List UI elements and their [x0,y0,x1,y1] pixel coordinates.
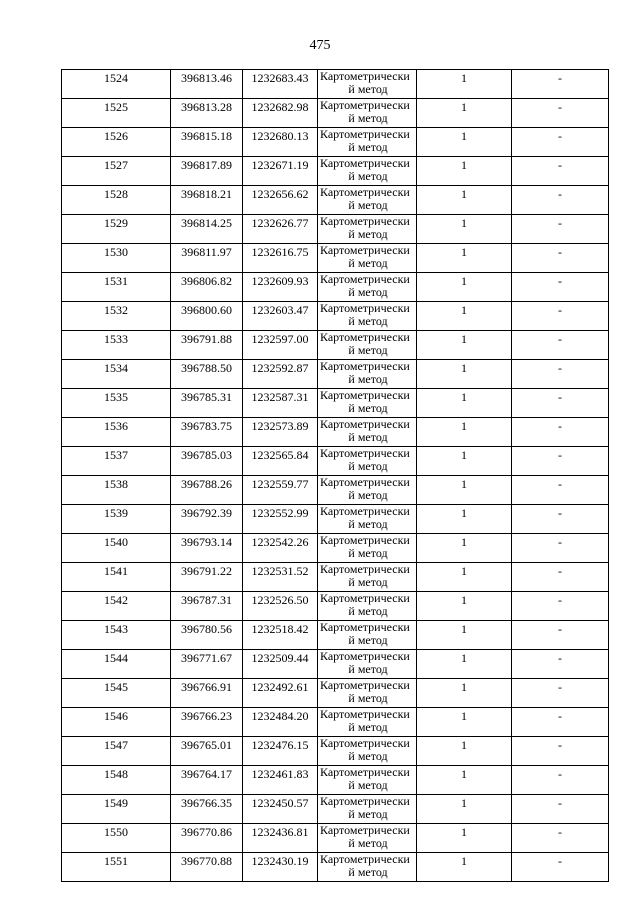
method-line-2: й метод [348,459,388,473]
method-line-2: й метод [348,256,388,270]
method-line-2: й метод [348,575,388,589]
x-coordinate-cell: 396788.26 [171,476,243,505]
accuracy-cell: 1 [417,795,512,824]
y-coordinate-cell: 1232492.61 [243,679,318,708]
x-coordinate-cell: 396766.35 [171,795,243,824]
point-number-cell: 1525 [62,99,171,128]
x-coordinate-cell: 396791.22 [171,563,243,592]
point-number-cell: 1530 [62,244,171,273]
x-coordinate-cell: 396793.14 [171,534,243,563]
y-coordinate-cell: 1232603.47 [243,302,318,331]
note-cell: - [512,244,609,273]
table-row [62,360,609,389]
x-coordinate-cell: 396780.56 [171,621,243,650]
y-coordinate-cell: 1232430.19 [243,853,318,882]
x-coordinate-cell: 396811.97 [171,244,243,273]
method-line-2: й метод [348,720,388,734]
x-coordinate-cell: 396764.17 [171,766,243,795]
note-cell: - [512,679,609,708]
accuracy-cell: 1 [417,418,512,447]
x-coordinate-cell: 396800.60 [171,302,243,331]
note-cell: - [512,621,609,650]
note-cell: - [512,128,609,157]
x-coordinate-cell: 396785.31 [171,389,243,418]
method-line-2: й метод [348,778,388,792]
method-line-1: Картометрически [320,475,410,489]
table-row [62,679,609,708]
method-line-2: й метод [348,111,388,125]
y-coordinate-cell: 1232682.98 [243,99,318,128]
table-row [62,534,609,563]
method-line-1: Картометрически [320,533,410,547]
method-line-1: Картометрически [320,272,410,286]
y-coordinate-cell: 1232559.77 [243,476,318,505]
accuracy-cell: 1 [417,853,512,882]
method-line-2: й метод [348,517,388,531]
note-cell: - [512,273,609,302]
method-line-2: й метод [348,488,388,502]
method-line-1: Картометрически [320,69,410,83]
method-line-1: Картометрически [320,707,410,721]
accuracy-cell: 1 [417,737,512,766]
x-coordinate-cell: 396788.50 [171,360,243,389]
method-line-2: й метод [348,430,388,444]
method-cell [318,708,417,737]
accuracy-cell: 1 [417,244,512,273]
accuracy-cell: 1 [417,505,512,534]
method-cell [318,273,417,302]
accuracy-cell: 1 [417,273,512,302]
method-cell [318,853,417,882]
method-cell [318,592,417,621]
method-line-1: Картометрически [320,823,410,837]
table-row [62,476,609,505]
method-cell [318,244,417,273]
method-line-2: й метод [348,401,388,415]
method-line-1: Картометрически [320,620,410,634]
method-line-2: й метод [348,604,388,618]
accuracy-cell: 1 [417,679,512,708]
accuracy-cell: 1 [417,621,512,650]
y-coordinate-cell: 1232526.50 [243,592,318,621]
y-coordinate-cell: 1232476.15 [243,737,318,766]
method-cell [318,447,417,476]
method-line-2: й метод [348,865,388,879]
method-line-1: Картометрически [320,330,410,344]
x-coordinate-cell: 396771.67 [171,650,243,679]
note-cell: - [512,70,609,99]
table-row [62,737,609,766]
method-line-2: й метод [348,140,388,154]
accuracy-cell: 1 [417,563,512,592]
table-row [62,157,609,186]
point-number-cell: 1542 [62,592,171,621]
method-line-2: й метод [348,372,388,386]
point-number-cell: 1533 [62,331,171,360]
point-number-cell: 1551 [62,853,171,882]
method-cell [318,331,417,360]
method-line-2: й метод [348,198,388,212]
note-cell: - [512,476,609,505]
x-coordinate-cell: 396818.21 [171,186,243,215]
x-coordinate-cell: 396770.86 [171,824,243,853]
point-number-cell: 1548 [62,766,171,795]
table-row [62,302,609,331]
method-line-1: Картометрически [320,765,410,779]
table-row [62,505,609,534]
y-coordinate-cell: 1232461.83 [243,766,318,795]
method-cell [318,389,417,418]
note-cell: - [512,708,609,737]
method-cell [318,563,417,592]
note-cell: - [512,331,609,360]
point-number-cell: 1546 [62,708,171,737]
page-number: 475 [309,38,331,53]
method-line-1: Картометрически [320,185,410,199]
method-cell [318,795,417,824]
point-number-cell: 1550 [62,824,171,853]
point-number-cell: 1527 [62,157,171,186]
point-number-cell: 1526 [62,128,171,157]
accuracy-cell: 1 [417,186,512,215]
accuracy-cell: 1 [417,99,512,128]
method-cell [318,621,417,650]
method-line-1: Картометрически [320,562,410,576]
table-row [62,621,609,650]
y-coordinate-cell: 1232552.99 [243,505,318,534]
x-coordinate-cell: 396770.88 [171,853,243,882]
method-line-2: й метод [348,749,388,763]
point-number-cell: 1529 [62,215,171,244]
method-line-1: Картометрически [320,388,410,402]
x-coordinate-cell: 396791.88 [171,331,243,360]
x-coordinate-cell: 396813.28 [171,99,243,128]
x-coordinate-cell: 396787.31 [171,592,243,621]
method-cell [318,650,417,679]
y-coordinate-cell: 1232542.26 [243,534,318,563]
note-cell: - [512,795,609,824]
x-coordinate-cell: 396766.91 [171,679,243,708]
y-coordinate-cell: 1232587.31 [243,389,318,418]
note-cell: - [512,447,609,476]
table-row [62,70,609,99]
y-coordinate-cell: 1232609.93 [243,273,318,302]
method-cell [318,418,417,447]
x-coordinate-cell: 396766.23 [171,708,243,737]
point-number-cell: 1535 [62,389,171,418]
point-number-cell: 1538 [62,476,171,505]
accuracy-cell: 1 [417,476,512,505]
accuracy-cell: 1 [417,766,512,795]
x-coordinate-cell: 396813.46 [171,70,243,99]
note-cell: - [512,418,609,447]
method-line-1: Картометрически [320,678,410,692]
y-coordinate-cell: 1232616.75 [243,244,318,273]
accuracy-cell: 1 [417,534,512,563]
table-row [62,766,609,795]
y-coordinate-cell: 1232592.87 [243,360,318,389]
note-cell: - [512,737,609,766]
table-row [62,795,609,824]
table-row [62,244,609,273]
table-row [62,592,609,621]
method-line-1: Картометрически [320,243,410,257]
method-line-1: Картометрически [320,649,410,663]
table-row [62,824,609,853]
method-line-1: Картометрически [320,794,410,808]
coordinates-table [61,69,609,882]
table-row [62,99,609,128]
method-cell [318,766,417,795]
note-cell: - [512,186,609,215]
x-coordinate-cell: 396806.82 [171,273,243,302]
point-number-cell: 1528 [62,186,171,215]
note-cell: - [512,99,609,128]
x-coordinate-cell: 396817.89 [171,157,243,186]
table-row [62,853,609,882]
method-line-2: й метод [348,343,388,357]
y-coordinate-cell: 1232484.20 [243,708,318,737]
method-line-2: й метод [348,807,388,821]
method-line-2: й метод [348,633,388,647]
point-number-cell: 1539 [62,505,171,534]
method-line-2: й метод [348,691,388,705]
note-cell: - [512,360,609,389]
x-coordinate-cell: 396792.39 [171,505,243,534]
note-cell: - [512,215,609,244]
method-line-1: Картометрически [320,301,410,315]
accuracy-cell: 1 [417,302,512,331]
y-coordinate-cell: 1232626.77 [243,215,318,244]
table-row [62,186,609,215]
accuracy-cell: 1 [417,157,512,186]
accuracy-cell: 1 [417,824,512,853]
method-cell [318,505,417,534]
accuracy-cell: 1 [417,447,512,476]
method-line-1: Картометрически [320,591,410,605]
method-line-2: й метод [348,227,388,241]
point-number-cell: 1547 [62,737,171,766]
table-row [62,650,609,679]
coordinates-table-body [62,70,609,882]
y-coordinate-cell: 1232680.13 [243,128,318,157]
method-line-1: Картометрически [320,156,410,170]
method-line-2: й метод [348,836,388,850]
table-row [62,563,609,592]
point-number-cell: 1543 [62,621,171,650]
method-cell [318,824,417,853]
accuracy-cell: 1 [417,360,512,389]
point-number-cell: 1531 [62,273,171,302]
y-coordinate-cell: 1232450.57 [243,795,318,824]
point-number-cell: 1549 [62,795,171,824]
accuracy-cell: 1 [417,389,512,418]
y-coordinate-cell: 1232597.00 [243,331,318,360]
note-cell: - [512,389,609,418]
method-line-2: й метод [348,82,388,96]
method-cell [318,99,417,128]
method-line-2: й метод [348,314,388,328]
method-line-1: Картометрически [320,504,410,518]
y-coordinate-cell: 1232573.89 [243,418,318,447]
method-line-2: й метод [348,169,388,183]
method-line-1: Картометрически [320,417,410,431]
note-cell: - [512,853,609,882]
method-line-1: Картометрически [320,98,410,112]
method-cell [318,360,417,389]
x-coordinate-cell: 396815.18 [171,128,243,157]
table-row [62,708,609,737]
note-cell: - [512,157,609,186]
method-cell [318,157,417,186]
point-number-cell: 1524 [62,70,171,99]
note-cell: - [512,824,609,853]
method-cell [318,215,417,244]
table-row [62,418,609,447]
x-coordinate-cell: 396814.25 [171,215,243,244]
point-number-cell: 1534 [62,360,171,389]
point-number-cell: 1540 [62,534,171,563]
method-cell [318,70,417,99]
method-line-2: й метод [348,285,388,299]
point-number-cell: 1544 [62,650,171,679]
y-coordinate-cell: 1232436.81 [243,824,318,853]
method-cell [318,534,417,563]
point-number-cell: 1537 [62,447,171,476]
table-row [62,389,609,418]
note-cell: - [512,563,609,592]
accuracy-cell: 1 [417,331,512,360]
y-coordinate-cell: 1232656.62 [243,186,318,215]
method-line-1: Картометрически [320,359,410,373]
method-line-1: Картометрически [320,446,410,460]
note-cell: - [512,302,609,331]
x-coordinate-cell: 396783.75 [171,418,243,447]
point-number-cell: 1541 [62,563,171,592]
table-row [62,447,609,476]
method-cell [318,737,417,766]
y-coordinate-cell: 1232565.84 [243,447,318,476]
method-cell [318,128,417,157]
y-coordinate-cell: 1232671.19 [243,157,318,186]
accuracy-cell: 1 [417,650,512,679]
y-coordinate-cell: 1232509.44 [243,650,318,679]
accuracy-cell: 1 [417,70,512,99]
x-coordinate-cell: 396785.03 [171,447,243,476]
method-cell [318,186,417,215]
note-cell: - [512,766,609,795]
point-number-cell: 1545 [62,679,171,708]
note-cell: - [512,592,609,621]
note-cell: - [512,534,609,563]
method-line-1: Картометрически [320,214,410,228]
y-coordinate-cell: 1232531.52 [243,563,318,592]
accuracy-cell: 1 [417,215,512,244]
point-number-cell: 1532 [62,302,171,331]
method-line-1: Картометрически [320,852,410,866]
note-cell: - [512,505,609,534]
accuracy-cell: 1 [417,708,512,737]
method-line-1: Картометрически [320,736,410,750]
method-cell [318,679,417,708]
accuracy-cell: 1 [417,592,512,621]
method-cell [318,476,417,505]
y-coordinate-cell: 1232683.43 [243,70,318,99]
method-line-2: й метод [348,546,388,560]
note-cell: - [512,650,609,679]
method-line-1: Картометрически [320,127,410,141]
table-row [62,273,609,302]
table-row [62,331,609,360]
table-row [62,128,609,157]
method-line-2: й метод [348,662,388,676]
y-coordinate-cell: 1232518.42 [243,621,318,650]
method-cell [318,302,417,331]
accuracy-cell: 1 [417,128,512,157]
x-coordinate-cell: 396765.01 [171,737,243,766]
table-row [62,215,609,244]
point-number-cell: 1536 [62,418,171,447]
